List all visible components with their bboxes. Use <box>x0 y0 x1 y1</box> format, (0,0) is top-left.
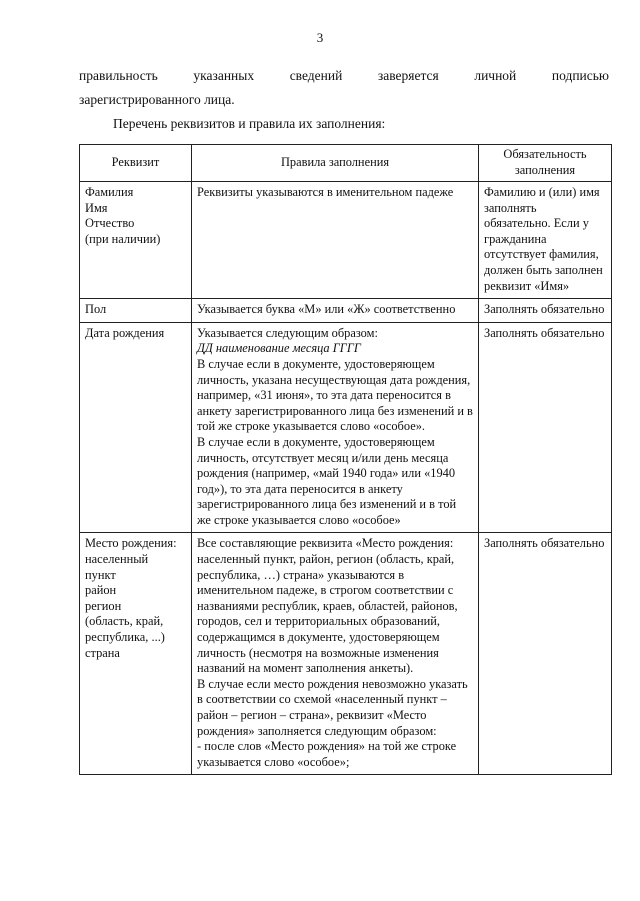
rules-paragraph: Указывается буква «М» или «Ж» соответственно <box>197 302 456 317</box>
mandatory-cell: Заполнять обязательно <box>479 299 612 323</box>
intro-paragraph <box>79 64 609 112</box>
intro-word: личной <box>474 68 517 83</box>
field-line: страна <box>85 645 120 660</box>
field-line: пункт <box>85 567 116 582</box>
date-format: ДД наименование месяца ГГГГ <box>197 341 361 356</box>
mandatory-cell: Фамилию и (или) имя заполнять обязательно. Если у гражданина отсутствует фамилия, должен быть заполнен реквизит «Имя» <box>479 182 612 299</box>
field-line: регион <box>85 598 122 613</box>
field-line: Фамилия <box>85 185 134 199</box>
field-cell <box>80 299 192 323</box>
field-line: район <box>85 583 117 598</box>
rules-cell <box>192 322 479 533</box>
rules-paragraph: В случае если в документе, удостоверяющем личность, указана несуществующая дата рождения, например, «31 июня», то эта дата переносится в анкету зарегистрированного лица без изменений и в той же строке указывается слово «особое». <box>197 356 473 434</box>
mandatory-cell: Заполнять обязательно <box>479 533 612 775</box>
field-cell <box>80 182 192 299</box>
field-line: (область, край, <box>85 614 164 629</box>
rules-paragraph: Реквизиты указываются в именительном падеже <box>197 185 454 199</box>
intro-word: указанных <box>193 68 255 83</box>
table-row <box>80 299 612 323</box>
page-number: 3 <box>316 30 324 45</box>
header-mandatory: Обязательность заполнения <box>479 145 612 182</box>
table-row <box>80 182 612 299</box>
field-line: Место рождения: <box>85 536 177 551</box>
header-rules: Правила заполнения <box>192 145 479 182</box>
intro-line-1 <box>79 64 609 88</box>
field-line: Дата рождения <box>85 325 165 340</box>
rules-cell <box>192 182 479 299</box>
field-line: Имя <box>85 200 108 215</box>
field-cell <box>80 533 192 775</box>
requisites-table <box>79 144 612 775</box>
table-row <box>80 322 612 533</box>
rules-cell <box>192 299 479 323</box>
field-line: Пол <box>85 302 107 317</box>
field-line: республика, ...) <box>85 630 165 645</box>
header-requisite: Реквизит <box>80 145 192 182</box>
field-line: населенный <box>85 552 149 567</box>
rules-paragraph: В случае если в документе, удостоверяющем личность, отсутствует месяц и/или день месяца рождения (например, «май 1940 года» или «1940 год»), то эта дата переносится в анкету зарегистрированного лица без изменений и в той же строке указывается слово «особое» <box>197 434 457 527</box>
intro-word: заверяется <box>377 68 439 83</box>
rules-intro: Указывается следующим образом: <box>197 325 378 340</box>
intro-word: правильность <box>79 68 158 83</box>
intro-word: сведений <box>289 68 343 83</box>
rules-paragraph: Все составляющие реквизита «Место рождения: населенный пункт, район, регион (область, край, республика, …) страна» указываются в именительном падеже, в строгом соответствии с названиями республик, краев, областей, районов, городов, сел и территориальных образований, содержащимся в документе, удостоверяющем личность (несмотря на возможные изменения названий на момент заполнения анкеты). <box>197 536 458 676</box>
table-header-row <box>80 145 612 182</box>
field-line: (при наличии) <box>85 231 161 246</box>
rules-paragraph: В случае если место рождения невозможно указать в соответствии со схемой «населенный пункт – район – регион – страна», реквизит «Место рождения» заполняется следующим образом: <box>197 676 468 738</box>
rules-paragraph: - после слов «Место рождения» на той же строке указывается слово «особое»; <box>197 739 457 769</box>
table-caption: Перечень реквизитов и правила их заполнения: <box>113 116 386 131</box>
table-row <box>80 533 612 775</box>
intro-line-2: зарегистрированного лица. <box>79 92 235 107</box>
intro-word: подписью <box>551 68 609 83</box>
field-cell <box>80 322 192 533</box>
mandatory-cell: Заполнять обязательно <box>479 322 612 533</box>
field-line: Отчество <box>85 216 135 231</box>
rules-cell <box>192 533 479 775</box>
